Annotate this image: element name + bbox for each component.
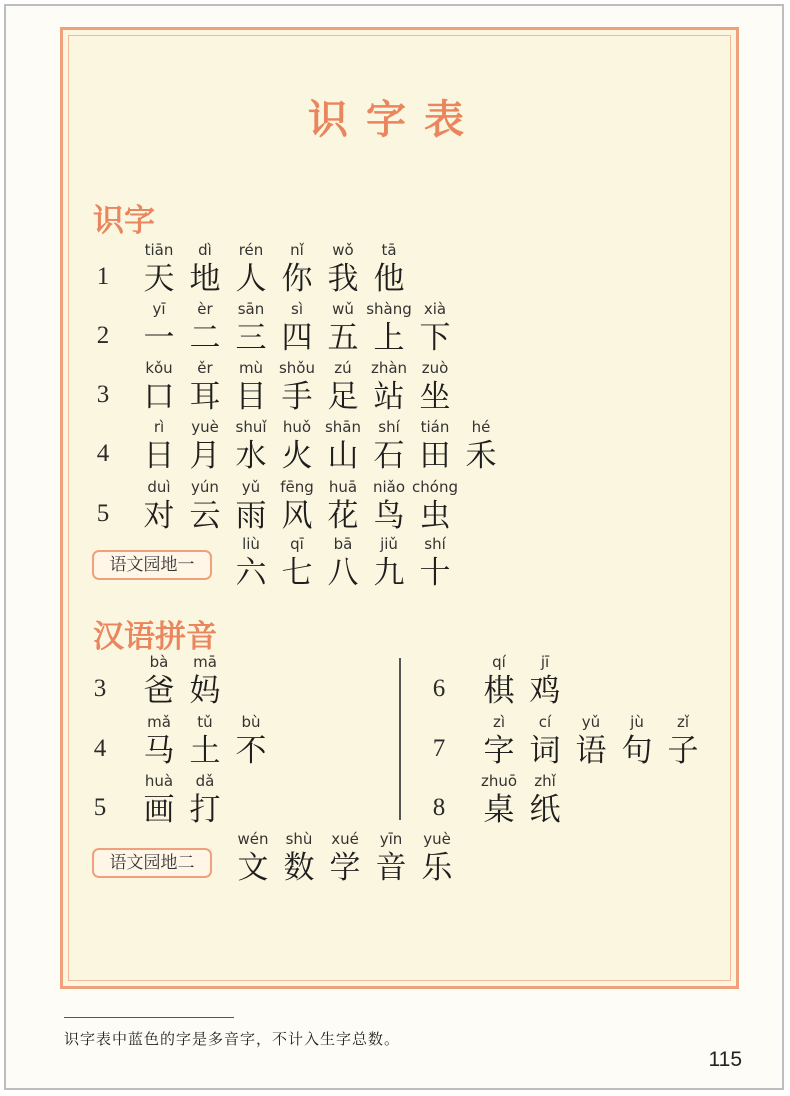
garden-tag-2: 语文园地二 [92,848,212,878]
character-label: 八 [327,555,359,591]
character-label: 你 [281,261,313,297]
pinyin-label: qí [492,653,506,671]
character-label: 马 [143,733,175,769]
pinyin-label: chóng [412,478,458,496]
character-label: 月 [189,438,221,474]
character-label: 一 [143,320,175,356]
character-label: 下 [419,320,451,356]
shizi-row-5-number: 5 [96,500,110,527]
pinyin-label: huà [144,772,174,790]
character-label: 学 [329,850,361,886]
character-label: 站 [373,379,405,415]
pinyin-label: zhuō [480,772,518,790]
pinyin-label: niǎo [372,478,406,496]
column-divider [399,658,401,820]
character-label: 不 [235,733,267,769]
pinyin-label: èr [197,300,213,318]
character-label: 坐 [419,379,451,415]
character-label: 对 [143,498,175,534]
pinyin-label: tǔ [197,713,213,731]
pinyin-label: nǐ [290,241,304,259]
character-label: 打 [189,792,221,828]
pinyin-label: wǔ [332,300,354,318]
pinyin-label: bā [333,535,353,553]
page-title: 识字表 [308,97,482,143]
pinyin-label: shù [285,830,313,848]
pinyin-label: xià [423,300,447,318]
character-label: 子 [667,733,699,769]
page-number: 115 [708,1048,742,1071]
character-label: 棋 [483,673,515,709]
footnote: 识字表中蓝色的字是多音字，不计入生字总数。 [64,1030,401,1048]
pinyin-label: zì [492,713,506,731]
pinyin-label: rì [153,418,165,436]
pinyin-label: cí [538,713,552,731]
pinyin-label: zhàn [370,359,408,377]
character-label: 六 [235,555,267,591]
character-label: 他 [373,261,405,297]
section-heading-pinyin: 汉语拼音 [93,619,217,655]
character-label: 语 [575,733,607,769]
pinyin-label: bù [241,713,261,731]
character-label: 日 [143,438,175,474]
pinyin-left-row-2-number: 4 [93,735,107,762]
character-label: 句 [621,733,653,769]
character-label: 田 [419,438,451,474]
pinyin-right-row-1-number: 6 [432,675,446,702]
character-label: 虫 [419,498,451,534]
character-label: 天 [143,261,175,297]
pinyin-label: shí [424,535,446,553]
pinyin-label: xué [331,830,359,848]
character-label: 禾 [465,438,497,474]
pinyin-label: hé [471,418,491,436]
character-label: 地 [189,261,221,297]
character-label: 爸 [143,673,175,709]
pinyin-label: tiān [144,241,174,259]
pinyin-label: huā [328,478,358,496]
character-label: 我 [327,261,359,297]
pinyin-label: mù [238,359,264,377]
pinyin-label: zhǐ [534,772,556,790]
character-label: 人 [235,261,267,297]
character-label: 四 [281,320,313,356]
pinyin-label: liù [242,535,260,553]
character-label: 山 [327,438,359,474]
character-label: 水 [235,438,267,474]
garden-tag-1: 语文园地一 [92,550,212,580]
pinyin-label: wén [237,830,269,848]
pinyin-label: zú [334,359,352,377]
footnote-rule [64,1017,234,1018]
pinyin-label: yún [191,478,219,496]
pinyin-label: sān [237,300,265,318]
pinyin-label: duì [147,478,171,496]
character-label: 画 [143,792,175,828]
character-label: 石 [373,438,405,474]
pinyin-label: jiǔ [380,535,398,553]
character-label: 五 [327,320,359,356]
character-label: 手 [281,379,313,415]
pinyin-label: qī [290,535,304,553]
character-label: 上 [373,320,405,356]
pinyin-label: jù [630,713,644,731]
character-label: 妈 [189,673,221,709]
character-label: 音 [375,850,407,886]
pinyin-label: fēng [280,478,314,496]
character-label: 火 [281,438,313,474]
pinyin-label: huǒ [282,418,312,436]
pinyin-label: zǐ [676,713,690,731]
shizi-row-1-number: 1 [96,263,110,290]
pinyin-label: kǒu [145,359,173,377]
shizi-row-4-number: 4 [96,440,110,467]
pinyin-label: mǎ [147,713,171,731]
pinyin-label: yī [152,300,166,318]
pinyin-label: yǔ [581,713,601,731]
character-label: 三 [235,320,267,356]
pinyin-label: tā [381,241,397,259]
pinyin-label: shàng [366,300,412,318]
pinyin-label: yuè [191,418,219,436]
character-label: 云 [189,498,221,534]
character-label: 鸡 [529,673,561,709]
pinyin-right-row-3-number: 8 [432,794,446,821]
character-label: 口 [143,379,175,415]
character-label: 耳 [189,379,221,415]
shizi-row-2-number: 2 [96,322,110,349]
pinyin-label: mā [193,653,217,671]
pinyin-label: shuǐ [235,418,267,436]
character-label: 雨 [235,498,267,534]
pinyin-label: ěr [197,359,213,377]
shizi-row-3-number: 3 [96,381,110,408]
character-label: 纸 [529,792,561,828]
pinyin-label: rén [238,241,264,259]
character-label: 目 [235,379,267,415]
pinyin-label: shǒu [278,359,315,377]
pinyin-label: yīn [379,830,403,848]
pinyin-label: tián [420,418,450,436]
character-label: 七 [281,555,313,591]
character-label: 十 [419,555,451,591]
character-label: 土 [189,733,221,769]
character-label: 词 [529,733,561,769]
character-label: 桌 [483,792,515,828]
pinyin-right-row-2-number: 7 [432,735,446,762]
character-label: 数 [283,850,315,886]
pinyin-label: zuò [421,359,449,377]
character-label: 二 [189,320,221,356]
pinyin-label: yǔ [241,478,261,496]
pinyin-label: wǒ [332,241,354,259]
pinyin-left-row-3-number: 5 [93,794,107,821]
character-label: 花 [327,498,359,534]
character-label: 乐 [421,850,453,886]
pinyin-left-row-1-number: 3 [93,675,107,702]
pinyin-label: dì [198,241,212,259]
pinyin-label: sì [291,300,303,318]
pinyin-label: dǎ [195,772,215,790]
pinyin-label: shí [378,418,400,436]
pinyin-label: bà [149,653,169,671]
character-label: 足 [327,379,359,415]
pinyin-label: yuè [423,830,451,848]
character-label: 文 [237,850,269,886]
character-label: 鸟 [373,498,405,534]
character-label: 风 [281,498,313,534]
section-heading-shizi: 识字 [93,203,155,239]
pinyin-label: jī [540,653,550,671]
pinyin-label: shān [324,418,362,436]
character-label: 九 [373,555,405,591]
character-label: 字 [483,733,515,769]
